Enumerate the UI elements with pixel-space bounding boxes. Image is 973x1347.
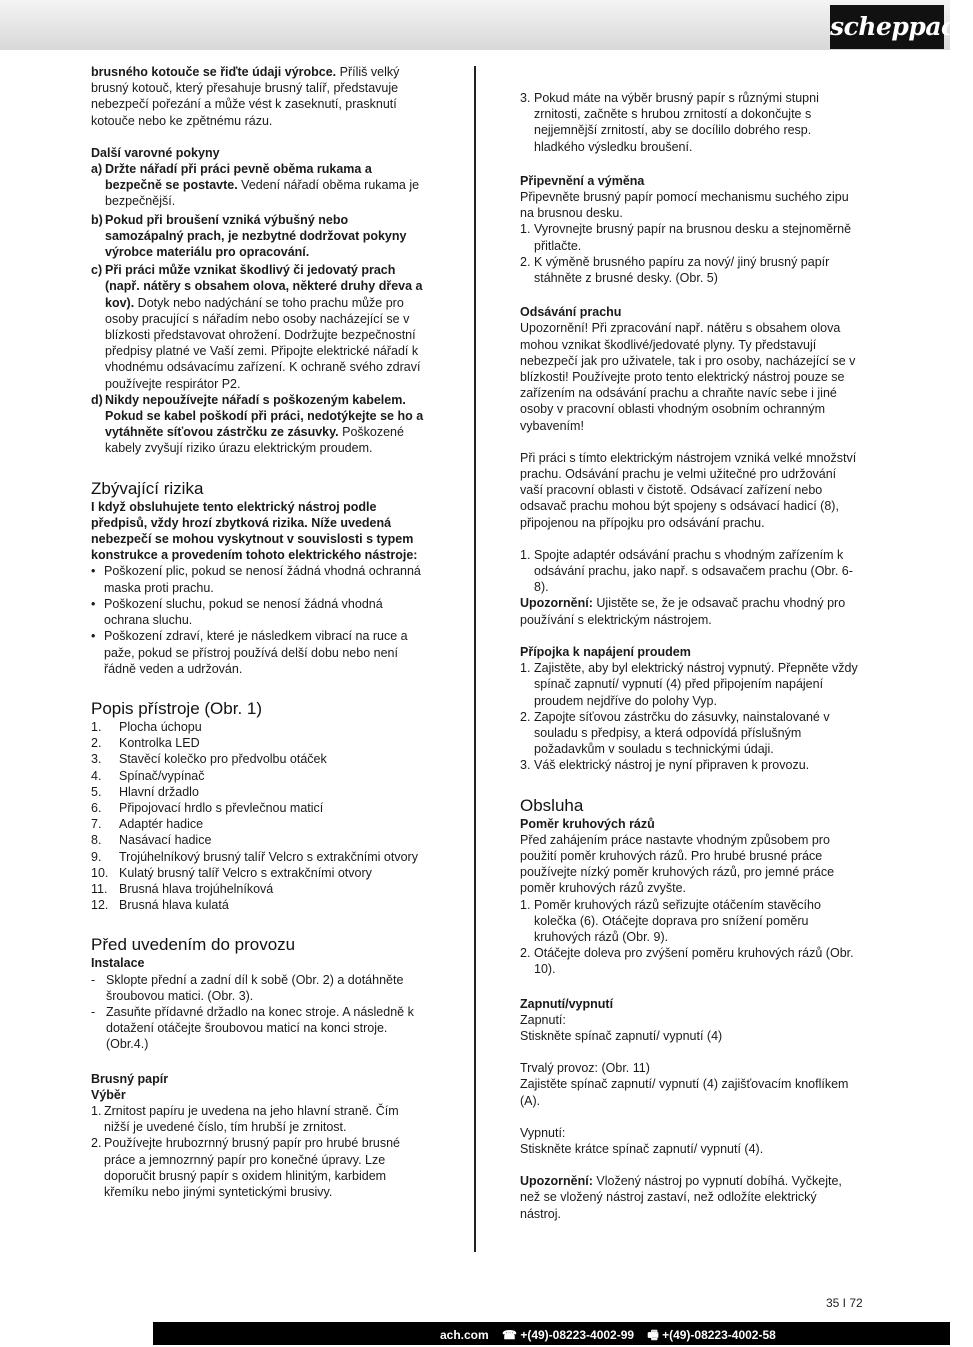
off-text: Stiskněte krátce spínač zapnutí/ vypnutí (4).: [520, 1141, 764, 1156]
selection-step: 1. Zrnitost papíru je uvedena na jeho hlavní straně. Čím nižší je uvedené číslo, tím hrubší je zrnitost.: [91, 1103, 399, 1135]
orbit-ratio-heading: Poměr kruhových rázů: [520, 816, 655, 831]
residual-item: • Poškození plic, pokud se nenosí žádná vhodná ochranná maska proti prachu.: [91, 564, 421, 595]
residual-item: • Poškození sluchu, pokud se nenosí žádná vhodná ochrana sluchu.: [91, 596, 383, 628]
part-item: 11. Brusná hlava trojúhelníková: [91, 881, 274, 896]
part-item: 12. Brusná hlava kulatá: [91, 898, 229, 913]
residual-intro: I když obsluhujete tento elektrický nástroj podle předpisů, vždy hrozí zbytková rizika. Níže uvedená nebezpečí se mohou vyskytnout v souvislosti s typem konstrukce a provedením tohoto elektrického nástroje:: [91, 499, 418, 563]
column-divider: [474, 66, 476, 1252]
footer-blank: [0, 1322, 153, 1345]
install-step: - Zasuňte přídavné držadlo na konec stroje. A následně k dotažení otáčejte šroubovou maticí na konci stroje. (Obr.4.): [91, 1004, 414, 1052]
part-item: 1. Plocha úchopu: [91, 719, 202, 734]
part-item: 6. Připojovací hrdlo s převlečnou maticí: [91, 800, 324, 815]
attach-step: 2. K výměně brusného papíru za nový/ jiný brusný papír stáhněte z brusné desky. (Obr. 5): [520, 254, 830, 286]
install-step: - Sklopte přední a zadní díl k sobě (Obr. 2) a dotáhněte šroubovou matici. (Obr. 3).: [91, 972, 404, 1003]
footer-fax: 🖷 +(49)-08223-4002-58: [647, 1328, 776, 1342]
orbit-text: Před zahájením práce nastavte vhodným způsobem pro použití poměr kruhových rázů. Pro hrubé brusné práce používejte nízký poměr kruhových rázů, pro jemné práce poměr kruhových rázů zvyšte.: [520, 832, 835, 896]
part-item: 9. Trojúhelníkový brusný talíř Velcro s extrakčními otvory: [91, 849, 418, 864]
header-bar: [0, 0, 950, 50]
power-step: 2. Zapojte síťovou zástrčku do zásuvky, nainstalované v souladu s předpisy, a která odpovídá příslušným požadavkům v souladu s technickými údaji.: [520, 709, 830, 757]
dust-note: Upozornění: Ujistěte se, že je odsavač prachu vhodný pro používání s elektrickým nástrojem.: [520, 596, 846, 627]
warnings-heading: Další varovné pokyny: [91, 145, 220, 160]
part-item: 8. Nasávací hadice: [91, 833, 212, 848]
part-item: 4. Spínač/vypínač: [91, 768, 205, 783]
dust-warning: Upozornění! Při zpracování např. nátěru s obsahem olova mohou vznikat škodlivé/jedovaté plyny. Ty představují nebezpečí jak pro uživatele, tak i pro osoby, nacházející se v blízkosti! Používejte proto tento elektrický nástroj pouze se zařízením na odsávání prachu a chraňte navíc sebe i jiné osoby v pracovní oblasti vhodným osobním ochranným vybavením!: [520, 321, 856, 433]
off-label: Vypnutí:: [520, 1125, 566, 1140]
selection-step: 2. Používejte hrubozrnný brusný papír pro hrubé brusné práce a jemnozrnný papír pro konečné úpravy. Lze doporučit brusný papír s oxidem hlinitým, karbidem křemíku nebo jinými syntetickými brusivy.: [91, 1136, 401, 1199]
selection-step: 3. Pokud máte na výběr brusný papír s různými stupni zrnitosti, začněte s hrubou zrnitostí a dokončujte s nejjemnější zrnitostí, aby se docílilo dobrého resp. hladkého výsledku broušení.: [520, 91, 819, 154]
warning-item: b) Pokud při broušení vzniká výbušný nebo samozápalný prach, je nezbytné dodržovat pokyny výrobce materiálu pro opracování.: [91, 212, 407, 260]
footer-phone: ☎ +(49)-08223-4002-99: [502, 1328, 635, 1342]
warning-item: a) Držte nářadí při práci pevně oběma rukama a bezpečně se postavte. Vedení nářadí oběma rukama je bezpečnější.: [91, 162, 420, 209]
power-step: 3. Váš elektrický nástroj je nyní připraven k provozu.: [520, 758, 810, 773]
continuous-label: Trvalý provoz: (Obr. 11): [520, 1061, 650, 1076]
part-item: 3. Stavěcí kolečko pro předvolbu otáček: [91, 752, 327, 767]
footer-web: ach.com: [440, 1328, 489, 1342]
operation-heading: Obsluha: [520, 795, 584, 815]
attach-heading: Připevnění a výměna: [520, 173, 645, 188]
warning-item: c) Při práci může vznikat škodlivý či jedovatý prach (např. nátěry s obsahem olova, některé druhy dřeva a kov). Dotyk nebo nadýchání se toho prachu může pro osoby pracující s nářadím nebo osoby nacházející se v blízkosti představovat ohrožení. Dodržujte bezpečnostní předpisy platné ve Vaší zemi. Připojte elektrické nářadí k vhodnému odsávacímu zařízení. K ochraně svého zdraví používejte respirátor P2.: [91, 263, 423, 391]
dust-text: Při práci s tímto elektrickým nástrojem vzniká velké množství prachu. Odsávání prachu je velmi užitečné pro udržování vaší pracovní oblasti v čistotě. Odsávací zařízení nebo odsavač prachu mohou být spojeny s odsávací hadicí (8), připojenou na přípojku pro odsávání prachu.: [520, 450, 857, 530]
on-label: Zapnutí:: [520, 1012, 566, 1027]
installation-heading: Instalace: [91, 956, 145, 971]
intro-paragraph: brusného kotouče se řiďte údaji výrobce. Příliš velký brusný kotouč, který přesahuje brusný talíř, představuje nebezpečí pořezání a může vést k zaseknutí, prasknutí kotouče nebo ke zpětnému rázu.: [91, 65, 400, 128]
page-number: 35 I 72: [826, 1296, 863, 1310]
brand-logo: scheppach: [830, 5, 944, 49]
left-column: [91, 64, 426, 1200]
right-column: [520, 90, 860, 1222]
warning-item: d) Nikdy nepoužívejte nářadí s poškozeným kabelem. Pokud se kabel poškodí při práci, nedotýkejte se ho a vytáhněte síťovou zástrčku ze zásuvky. Poškozené kabely zvyšují riziko úrazu elektrickým proudem.: [91, 392, 424, 456]
residual-risks-heading: Zbývající rizika: [91, 478, 204, 498]
sanding-paper-heading: Brusný papír: [91, 1071, 169, 1086]
part-item: 10. Kulatý brusný talíř Velcro s extrakčními otvory: [91, 865, 372, 880]
continuous-text: Zajistěte spínač zapnutí/ vypnutí (4) zajišťovacím knoflíkem (A).: [520, 1077, 849, 1108]
part-item: 5. Hlavní držadlo: [91, 784, 199, 799]
on-off-heading: Zapnutí/vypnutí: [520, 996, 614, 1011]
attach-step: 1. Vyrovnejte brusný papír na brusnou desku a stejnoměrně přitlačte.: [520, 222, 852, 253]
dust-extraction-heading: Odsávání prachu: [520, 305, 622, 320]
selection-heading: Výběr: [91, 1087, 126, 1102]
attach-text: Připevněte brusný papír pomocí mechanismu suchého zipu na brusnou desku.: [520, 190, 849, 221]
orbit-step: 2. Otáčejte doleva pro zvýšení poměru kruhových rázů (Obr. 10).: [520, 946, 854, 977]
device-description-heading: Popis přístroje (Obr. 1): [91, 698, 263, 718]
footer-contact: [440, 1326, 776, 1347]
part-item: 7. Adaptér hadice: [91, 817, 204, 832]
footer-bar: [0, 1322, 950, 1345]
before-operation-heading: Před uvedením do provozu: [91, 935, 296, 955]
orbit-step: 1. Poměr kruhových rázů seřizujte otáčením stavěcího kolečka (6). Otáčejte doprava pro snížení poměru kruhových rázů (Obr. 9).: [520, 897, 821, 944]
power-step: 1. Zajistěte, aby byl elektrický nástroj vypnutý. Přepněte vždy spínač zapnutí/ vypnutí (4) před připojením napájení proudem nejdříve do polohy Vyp.: [520, 661, 858, 708]
dust-step: 1. Spojte adaptér odsávání prachu s vhodným zařízením k odsávání prachu, jako např. s odsavačem prachu (Obr. 6-8).: [520, 547, 853, 595]
power-heading: Přípojka k napájení proudem: [520, 644, 691, 659]
part-item: 2. Kontrolka LED: [91, 736, 200, 751]
final-note: Upozornění: Vložený nástroj po vypnutí dobíhá. Vyčkejte, než se vložený nástroj zastaví, než odložíte elektrický nástroj.: [520, 1174, 842, 1221]
residual-item: • Poškození zdraví, které je následkem vibrací na ruce a paže, pokud se přístroj používá delší dobu nebo není řádně veden a udržován.: [91, 629, 408, 676]
on-text: Stiskněte spínač zapnutí/ vypnutí (4): [520, 1028, 723, 1043]
